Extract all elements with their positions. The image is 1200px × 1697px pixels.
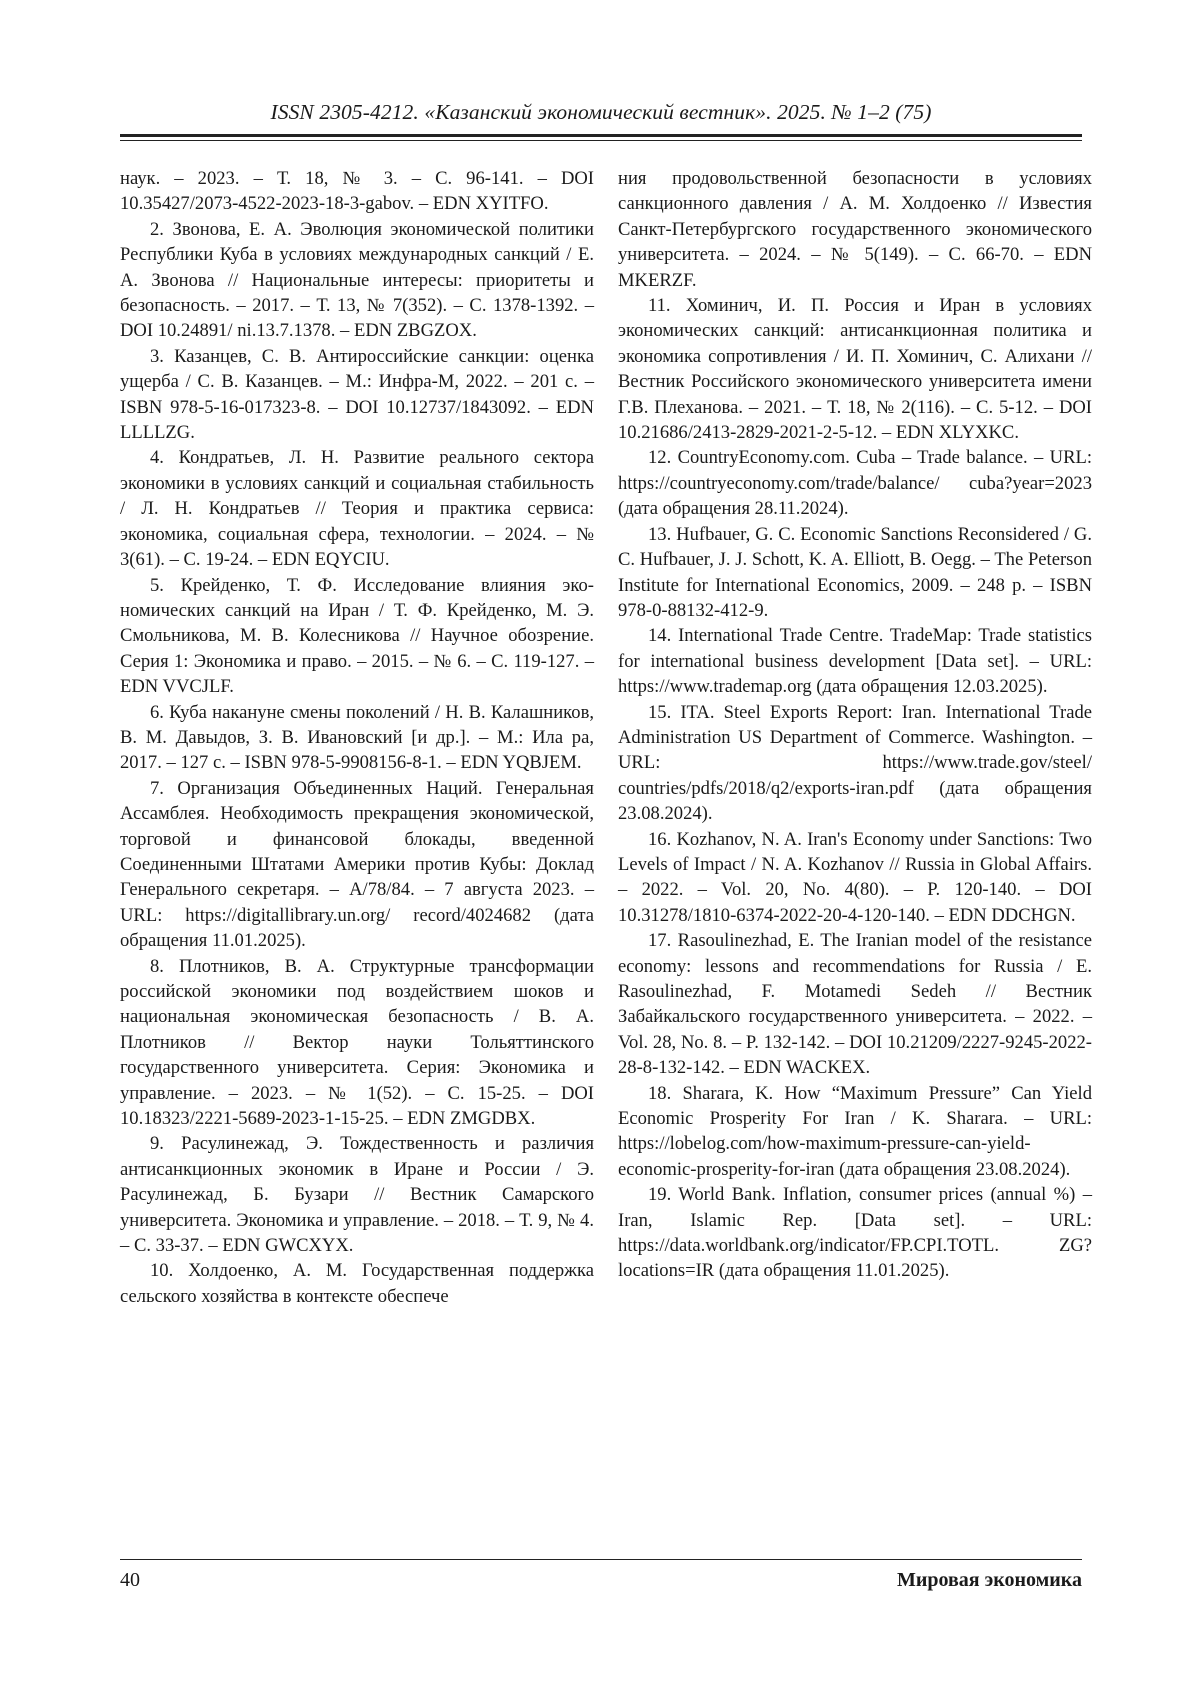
left-column — [120, 166, 594, 1309]
section-title: Мировая экономика — [896, 1569, 1082, 1591]
reference-item: 13. Hufbauer, G. C. Economic Sanctions Reconsidered / G. C. Hufbauer, J. J. Schott, K. A. Elliott, B. Oegg. – The Peterson Institute for International Economics, 2009. – 248 p. – ISBN 978-0-88132-412-9. — [618, 523, 1092, 621]
reference-item: 6. Куба накануне смены поколений / Н. В. Калашников, В. М. Давыдов, З. В. Ивановский [и др.]. – М.: Ила ра, 2017. – 127 с. – ISBN 978-5-9908156-8-1. – EDN YQBJEM. — [120, 701, 594, 774]
reference-item: 10. Холдоенко, А. М. Государственная поддержка сельского хозяйства в контексте обеспече — [120, 1260, 594, 1307]
reference-item: наук. – 2023. – Т. 18, № 3. – С. 96-141. – DOI 10.35427/2073-4522-2023-18-3-gabov. – EDN XYITFO. — [120, 168, 594, 215]
reference-item: 9. Расулинежад, Э. Тождественность и различия антисанкционных экономик в Иране и России / Э. Расулинежад, Б. Бузари // Вестник Самарского университета. Экономика и управление. – 2018. – Т. 9, № 4. – С. 33-37. – EDN GWCXYX. — [120, 1133, 594, 1257]
reference-item: 14. International Trade Centre. TradeMap: Trade statistics for international business development [Data set]. – URL: https://www.trademap.org (дата обращения 12.03.2025). — [618, 625, 1092, 698]
reference-item: 5. Крейденко, Т. Ф. Исследование влияния экономических санкций на Иран / Т. Ф. Крейденко, М. Э. Смольникова, М. В. Колесникова // Научное обозрение. Серия 1: Экономика и право. – 2015. – № 6. – С. 119-127. – EDN VVCJLF. — [120, 574, 594, 698]
reference-item: 19. World Bank. Inflation, consumer prices (annual %) – Iran, Islamic Rep. [Data set]. – URL: https://data.worldbank.org/indicator/FP.CPI.TOTL. ZG?locations=IR (дата обращения 11.01.2025). — [618, 1184, 1092, 1282]
reference-item: 2. Звонова, Е. А. Эволюция экономической политики Республики Куба в условиях международных санкций / Е. А. Звонова // Национальные интересы: приоритеты и безопасность. – 2017. – Т. 13, № 7(352). – С. 1378-1392. – DOI 10.24891/ ni.13.7.1378. – EDN ZBGZOX. — [120, 218, 594, 342]
reference-item: 16. Kozhanov, N. A. Iran's Economy under Sanctions: Two Levels of Impact / N. A. Kozhanov // Russia in Global Affairs. – 2022. – Vol. 20, No. 4(80). – P. 120-140. – DOI 10.31278/1810-6374-2022-20-4-120-140. – EDN DDCHGN. — [618, 828, 1092, 926]
right-column — [618, 166, 1092, 1284]
footer-rule — [120, 1559, 1082, 1560]
reference-item: 4. Кондратьев, Л. Н. Развитие реального сектора экономики в условиях санкций и социальная стабильность / Л. Н. Кондратьев // Теория и практика сервиса: экономика, социальная сфера, технологии. – 2024. – № 3(61). – С. 19-24. – EDN EQYCIU. — [120, 447, 594, 571]
header-rule-thin — [120, 140, 1082, 141]
reference-item: 15. ITA. Steel Exports Report: Iran. International Trade Administration US Department of Commerce. Washington. – URL: https://www.trade.gov/steel/ countries/pdfs/2018/q2/exports-iran.pdf (дата обращения 23.08.2024). — [618, 701, 1092, 825]
reference-item: 3. Казанцев, С. В. Антироссийские санкции: оценка ущерба / С. В. Казанцев. – М.: Инфра-М, 2022. – 201 с. – ISBN 978-5-16-017323-8. – DOI 10.12737/1843092. – EDN LLLLZG. — [120, 345, 594, 444]
reference-item: 12. CountryEconomy.com. Cuba – Trade balance. – URL: https://countryeconomy.com/trade/balance/ cuba?year=2023 (дата обращения 28.11.2024). — [618, 447, 1092, 520]
reference-item: 7. Организация Объединенных Наций. Генеральная Ассамблея. Необходимость прекращения экономической, торговой и финансовой блокады, введенной Соединенными Штатами Америки против Кубы: Доклад Генерального секретаря. – A/78/84. – 7 августа 2023. – URL: https://digitallibrary.un.org/ record/4024682 (дата обращения 11.01.2025). — [120, 777, 594, 952]
reference-item: ния продовольственной безопасности в условиях санкционного давления / А. М. Холдоенко // Известия Санкт-Петербургского государственного экономического университета. – 2024. – № 5(149). – С. 66-70. – EDN MKERZF. — [618, 168, 1092, 291]
reference-item: 18. Sharara, K. How “Maximum Pressure” Can Yield Economic Prosperity For Iran / K. Sharara. – URL: https://lobelog.com/how-maximum-pressure-can-yield-economic-prosperity-for-iran (дата обращения 23.08.2024). — [618, 1082, 1092, 1180]
header-rule-thick — [120, 134, 1082, 137]
journal-header: ISSN 2305-4212. «Казанский экономический вестник». 2025. № 1–2 (75) — [270, 100, 932, 124]
reference-item: 11. Хоминич, И. П. Россия и Иран в условиях экономических санкций: антисанкционная политика и экономика сопротивления / И. П. Хоминич, С. Алихани // Вестник Российского экономического университета имени Г.В. Плеханова. – 2021. – Т. 18, № 2(116). – С. 5-12. – DOI 10.21686/2413-2829-2021-2-5-12. – EDN XLYXKC. — [618, 295, 1092, 444]
reference-item: 17. Rasoulinezhad, E. The Iranian model of the resistance economy: lessons and recommendations for Russia / E. Rasoulinezhad, F. Motamedi Sedeh // Вестник Забайкальского государственного университета. – 2022. – Vol. 28, No. 8. – P. 132-142. – DOI 10.21209/2227-9245-2022-28-8-132-142. – EDN WACKEX. — [618, 930, 1092, 1079]
reference-item: 8. Плотников, В. А. Структурные трансформации российской экономики под воздействием шоков и национальная экономическая безопасность / В. А. Плотников // Вектор науки Тольяттинского государственного университета. Серия: Экономика и управление. – 2023. – № 1(52). – С. 15-25. – DOI 10.18323/2221-5689-2023-1-15-25. – EDN ZMGDBX. — [120, 955, 594, 1130]
page-number: 40 — [120, 1569, 140, 1591]
